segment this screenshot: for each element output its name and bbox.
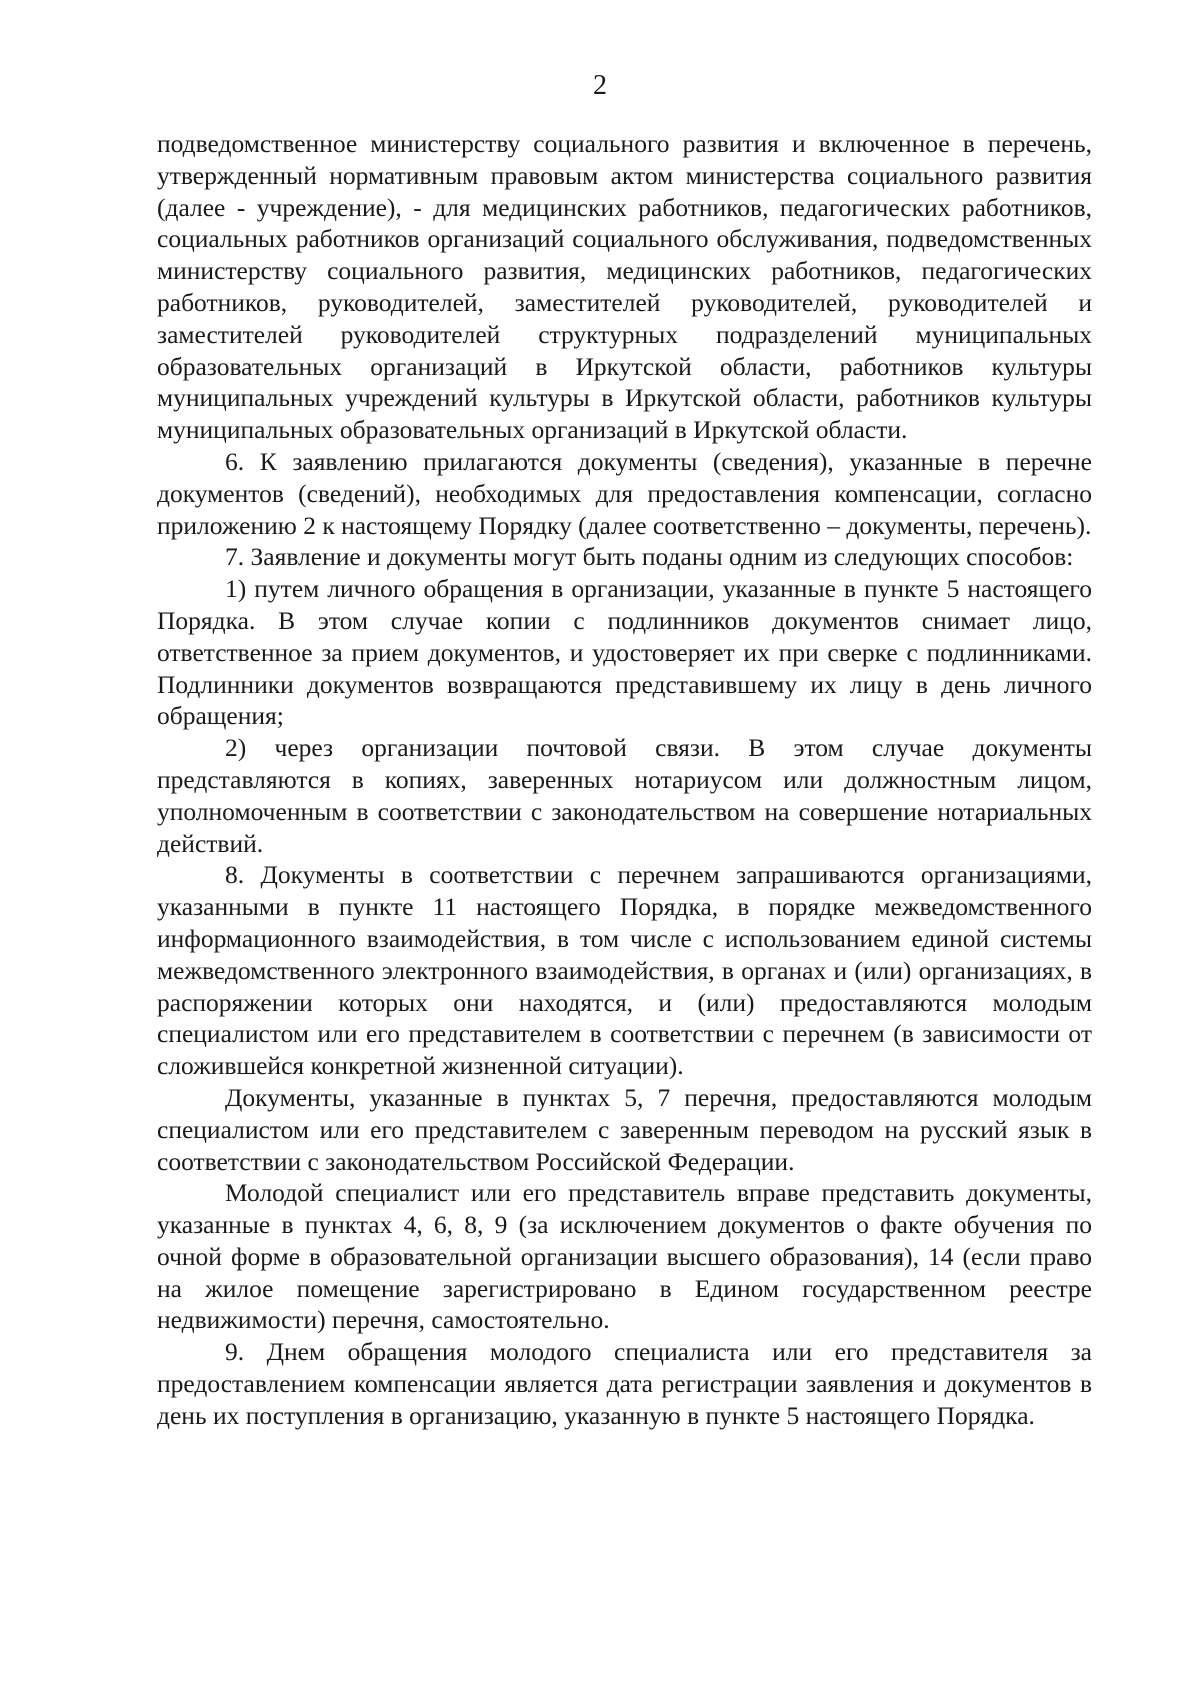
paragraph-item-8: 8. Документы в соответствии с перечнем запрашиваются организациями, указанными в пункте 11 настоящего Порядка, в порядке межведомственного информационного взаимодействия, в том числе с использованием единой системы межведомственного электронного взаимодействия, в органах и (или) организациях, в распоряжении которых они находятся, и (или) предоставляются молодым специалистом или его представителем в соответствии с перечнем (в зависимости от сложившейся конкретной жизненной ситуации).: [157, 860, 1092, 1081]
paragraph-subitem-2: 2) через организации почтовой связи. В этом случае документы представляются в копиях, заверенных нотариусом или должностным лицом, уполномоченным в соответствии с законодательством на совершение нотариальных действий.: [157, 733, 1092, 858]
paragraph-item-7: 7. Заявление и документы могут быть поданы одним из следующих способов:: [225, 542, 1074, 572]
document-body: [157, 128, 1092, 1432]
paragraph-translation-note: Документы, указанные в пунктах 5, 7 перечня, предоставляются молодым специалистом или его представителем с заверенным переводом на русский язык в соответствии с законодательством Российской Федерации.: [157, 1082, 1092, 1176]
paragraph-subitem-1: 1) путем личного обращения в организации, указанные в пункте 5 настоящего Порядка. В этом случае копии с подлинников документов снимает лицо, ответственное за прием документов, и удостоверяет их при сверке с подлинниками. Подлинники документов возвращаются представившему их лицу в день личного обращения;: [157, 574, 1092, 731]
paragraph-continuation: подведомственное министерству социального развития и включенное в перечень, утвержденный нормативным правовым актом министерства социального развития (далее - учреждение), - для медицинских работников, педагогических работников, социальных работников организаций социального обслуживания, подведомственных министерству социального развития, медицинских работников, педагогических работников, руководителей, заместителей руководителей, руководителей и заместителей руководителей структурных подразделений муниципальных образовательных организаций в Иркутской области, работников культуры муниципальных учреждений культуры в Иркутской области, работников культуры муниципальных образовательных организаций в Иркутской области.: [157, 129, 1092, 445]
paragraph-item-9: 9. Днем обращения молодого специалиста или его представителя за предоставлением компенсации является дата регистрации заявления и документов в день их поступления в организацию, указанную в пункте 5 настоящего Порядка.: [157, 1337, 1092, 1430]
paragraph-self-submission: Молодой специалист или его представитель вправе представить документы, указанные в пунктах 4, 6, 8, 9 (за исключением документов о факте обучения по очной форме в образовательной организации высшего образования), 14 (если право на жилое помещение зарегистрировано в Едином государственном реестре недвижимости) перечня, самостоятельно.: [157, 1178, 1092, 1335]
paragraph-item-6: 6. К заявлению прилагаются документы (сведения), указанные в перечне документов (сведений), необходимых для предоставления компенсации, согласно приложению 2 к настоящему Порядку (далее соответственно – документы, перечень).: [157, 446, 1092, 540]
page-number: 2: [593, 70, 607, 101]
